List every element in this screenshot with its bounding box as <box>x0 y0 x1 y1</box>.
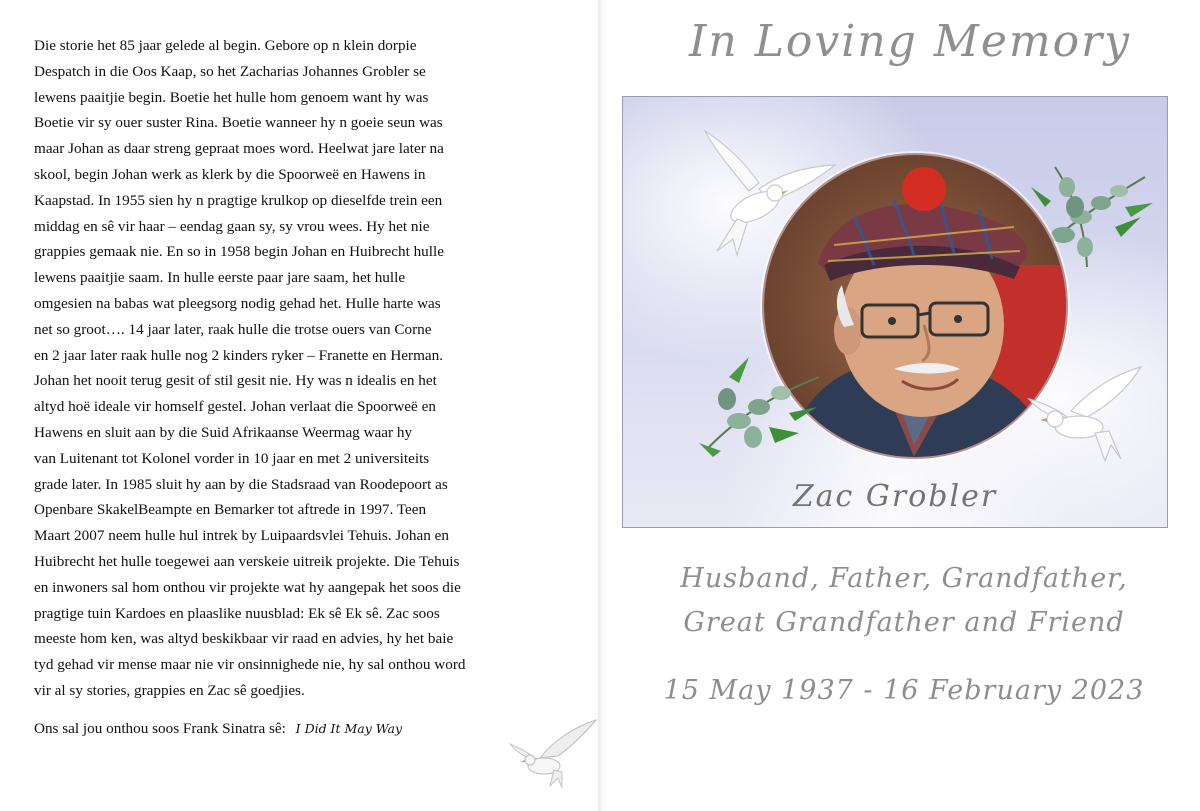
story-line: Johan het nooit terug gesit of stil gesit nie. Hy was n idealis en het <box>34 372 437 390</box>
deceased-name: Zac Grobler <box>792 479 998 514</box>
cover-panel <box>608 0 1200 811</box>
story-line: Die storie het 85 jaar gelede al begin. Gebore op n klein dorpie <box>34 37 417 54</box>
story-line: middag en sê vir haar – eendag gaan sy, sy vrou wees. Hy het nie <box>34 217 430 235</box>
song-title: I Did It May Way <box>295 721 403 736</box>
life-dates: 15 May 1937 - 16 February 2023 <box>663 675 1145 706</box>
story-line: net so groot…. 14 jaar later, raak hulle die trotse ouers van Corne <box>34 320 432 338</box>
story-line: van Luitenant tot Kolonel vorder in 10 jaar en met 2 universiteits <box>34 449 430 467</box>
story-line: en 2 jaar later raak hulle nog 2 kinders ryker – Franette en Herman. <box>34 346 444 364</box>
story-line: Hawens en sluit aan by die Suid Afrikaanse Weermag waar hy <box>34 423 413 441</box>
relation-line-1: Husband, Father, Grandfather, <box>680 563 1128 594</box>
story-line: lewens paaitjie saam. In hulle eerste paar jare saam, het hulle <box>34 269 406 287</box>
photo-card <box>622 96 1168 528</box>
closing-text: Ons sal jou onthou soos Frank Sinatra sê: <box>34 720 286 737</box>
relation-line-2: Great Grandfather and Friend <box>683 607 1125 638</box>
story-line: lewens paaitjie begin. Boetie het hulle hom genoem want hy was <box>34 88 429 106</box>
story-line: grappies gemaak nie. En so in 1958 begin Johan en Huibrecht hulle <box>34 243 444 261</box>
story-line: Openbare SkakelBeampte en Bemarker tot aftrede in 1997. Teen <box>34 501 427 519</box>
story-line: Despatch in die Oos Kaap, so het Zacharias Johannes Grobler se <box>34 62 426 80</box>
story-line: en inwoners sal hom onthou vir projekte wat hy aangepak het soos die <box>34 578 461 596</box>
story-line: vir al sy stories, grappies en Zac sê goedjies. <box>34 681 305 699</box>
story-line: meeste hom ken, was altyd beskikbaar vir raad en advies, hy het baie <box>34 630 454 648</box>
cover-title: In Loving Memory <box>688 16 1132 67</box>
story-line: Maart 2007 neem hulle hul intrek by Luipaardsvlei Tehuis. Johan en <box>34 527 449 545</box>
eucalyptus-leaves-icon <box>699 347 829 467</box>
dove-icon <box>1009 361 1159 471</box>
dove-icon <box>492 712 602 792</box>
closing-line <box>34 720 402 738</box>
story-line: Huibrecht het hulle toegewei aan verskeie uitreik projekte. Die Tehuis <box>34 552 460 570</box>
story-line: skool, begin Johan werk as klerk by die Spoorweë en Hawens in <box>34 165 426 183</box>
story-line: pragtige tuin Kardoes en plaaslike nuusblad: Ek sê Ek sê. Zac soos <box>34 604 440 622</box>
story-line: tyd gehad vir mense maar nie vir onsinnighede nie, hy sal onthou word <box>34 656 466 674</box>
page-fold <box>598 0 608 811</box>
life-story-text <box>34 33 574 704</box>
story-line: grade later. In 1985 sluit hy aan by die Stadsraad van Roodepoort as <box>34 475 448 493</box>
story-line: maar Johan as daar streng gepraat moes word. Heelwat jare later na <box>34 140 444 158</box>
story-line: Boetie vir sy ouer suster Rina. Boetie wanneer hy n goeie seun was <box>34 114 443 132</box>
story-line: Kaapstad. In 1955 sien hy n pragtige krulkop op dieselfde trein een <box>34 191 443 209</box>
story-line: altyd hoë ideale vir homself gestel. Johan verlaat die Spoorweë en <box>34 398 436 416</box>
story-line: omgesien na babas wat pleegsorg nodig gehad het. Hulle harte was <box>34 294 441 312</box>
